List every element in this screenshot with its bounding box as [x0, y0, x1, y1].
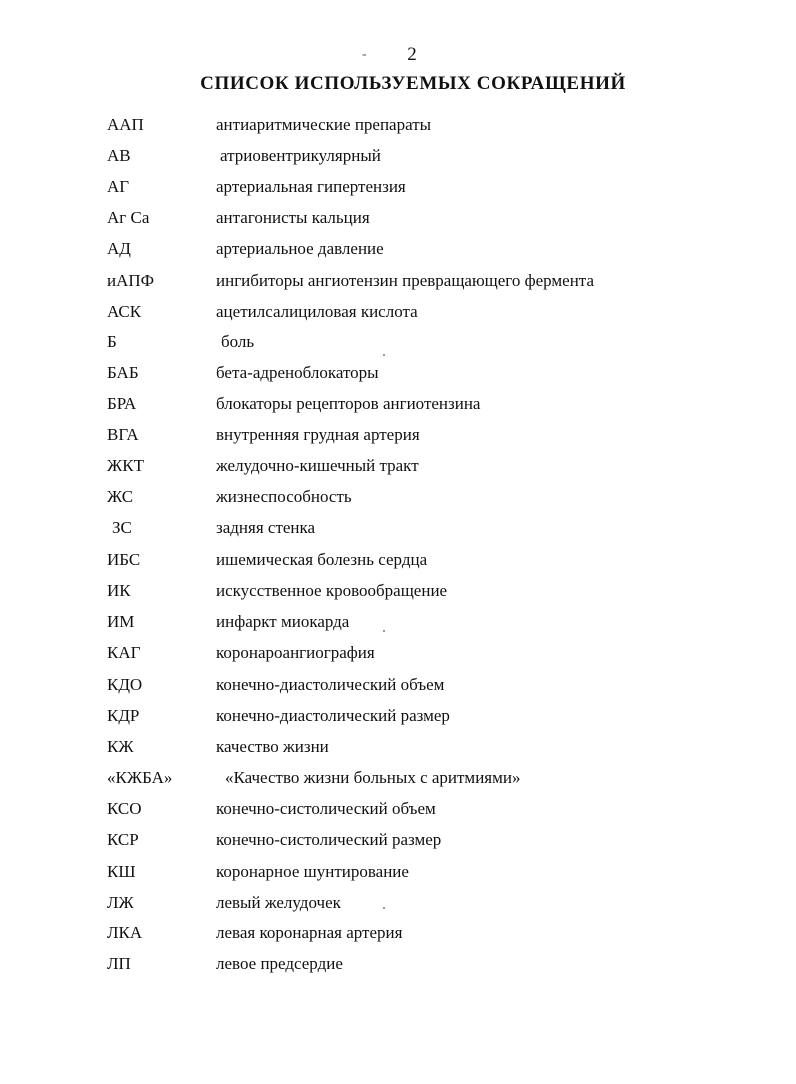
abbreviation-row [0, 768, 796, 798]
abbreviation-row [0, 923, 796, 953]
abbreviation-row [0, 394, 796, 424]
abbreviation-term: ИБС [107, 550, 141, 569]
abbreviation-row [0, 332, 796, 362]
abbreviation-definition: конечно-систолический размер [216, 830, 442, 849]
abbreviation-row [0, 643, 796, 673]
scan-dash-mark: - [362, 47, 367, 62]
abbreviation-definition: ацетилсалициловая кислота [216, 302, 418, 321]
abbreviation-term: ЛКА [107, 923, 143, 942]
abbreviation-term: Аг Са [107, 208, 150, 227]
abbreviation-row [0, 425, 796, 455]
abbreviation-definition: желудочно-кишечный тракт [216, 456, 419, 475]
abbreviation-definition: левый желудочек [216, 893, 341, 912]
abbreviation-definition: конечно-диастолический объем [216, 675, 445, 694]
abbreviation-definition: задняя стенка [216, 518, 316, 537]
abbreviation-row [0, 675, 796, 705]
abbreviation-definition: искусственное кровообращение [216, 581, 448, 600]
abbreviation-term: «КЖБА» [107, 768, 173, 787]
abbreviation-row [0, 456, 796, 486]
abbreviation-definition: внутренняя грудная артерия [216, 425, 420, 444]
scan-speck [383, 630, 385, 632]
abbreviation-row [0, 487, 796, 517]
abbreviation-term: ИК [107, 581, 131, 600]
abbreviation-term: ИМ [107, 612, 135, 631]
abbreviation-row [0, 954, 796, 984]
abbreviation-term: КСО [107, 799, 142, 818]
abbreviation-row [0, 115, 796, 145]
abbreviation-term: БРА [107, 394, 137, 413]
page-number: 2 [407, 44, 417, 65]
abbreviation-term: АВ [107, 146, 131, 165]
abbreviation-row [0, 208, 796, 238]
abbreviation-row [0, 581, 796, 611]
abbreviation-row [0, 518, 796, 548]
abbreviation-definition: бета-адреноблокаторы [216, 363, 379, 382]
abbreviation-row [0, 737, 796, 767]
abbreviation-definition: ишемическая болезнь сердца [216, 550, 428, 569]
abbreviation-term: ЛЖ [107, 893, 134, 912]
abbreviation-definition: коронарное шунтирование [216, 862, 409, 881]
abbreviation-definition: инфаркт миокарда [216, 612, 350, 631]
abbreviation-term: КАГ [107, 643, 141, 662]
abbreviation-term: ЖС [107, 487, 134, 506]
abbreviation-row [0, 799, 796, 829]
abbreviation-term: КДО [107, 675, 143, 694]
abbreviation-definition: «Качество жизни больных с аритмиями» [225, 768, 521, 787]
abbreviation-definition: левое предсердие [216, 954, 343, 973]
abbreviation-definition: конечно-систолический объем [216, 799, 436, 818]
abbreviation-row [0, 177, 796, 207]
abbreviation-term: КСР [107, 830, 139, 849]
abbreviation-row [0, 271, 796, 301]
abbreviation-term: иАПФ [107, 271, 155, 290]
abbreviation-term: АСК [107, 302, 142, 321]
abbreviation-definition: блокаторы рецепторов ангиотензина [216, 394, 481, 413]
abbreviation-row [0, 862, 796, 892]
abbreviation-definition: конечно-диастолический размер [216, 706, 450, 725]
scan-speck [383, 907, 385, 909]
scan-speck [383, 354, 385, 356]
abbreviation-definition: антиаритмические препараты [216, 115, 432, 134]
abbreviation-term: АД [107, 239, 131, 258]
abbreviation-row [0, 706, 796, 736]
abbreviation-term: ЛП [107, 954, 131, 973]
abbreviation-row [0, 612, 796, 642]
abbreviation-definition: ингибиторы ангиотензин превращающего фермента [216, 271, 594, 290]
abbreviation-definition: жизнеспособность [216, 487, 352, 506]
abbreviation-row [0, 363, 796, 393]
abbreviation-definition: качество жизни [216, 737, 329, 756]
abbreviation-term: Б [107, 332, 117, 351]
abbreviation-row [0, 302, 796, 332]
page-title: СПИСОК ИСПОЛЬЗУЕМЫХ СОКРАЩЕНИЙ [200, 73, 626, 94]
abbreviation-term: БАБ [107, 363, 139, 382]
abbreviation-row [0, 239, 796, 269]
abbreviation-definition: артериальная гипертензия [216, 177, 406, 196]
abbreviation-row [0, 550, 796, 580]
abbreviation-definition: атриовентрикулярный [220, 146, 381, 165]
abbreviation-definition: артериальное давление [216, 239, 384, 258]
abbreviation-term: ВГА [107, 425, 139, 444]
abbreviation-definition: левая коронарная артерия [216, 923, 403, 942]
abbreviation-term: КШ [107, 862, 136, 881]
abbreviation-definition: боль [221, 332, 255, 351]
abbreviation-definition: коронароангиография [216, 643, 375, 662]
abbreviation-term: КЖ [107, 737, 134, 756]
abbreviation-row [0, 830, 796, 860]
abbreviation-term: ААП [107, 115, 144, 134]
abbreviation-term: ЖКТ [107, 456, 144, 475]
abbreviation-term: КДР [107, 706, 140, 725]
abbreviation-row [0, 146, 796, 176]
abbreviation-definition: антагонисты кальция [216, 208, 370, 227]
abbreviation-term: ЗС [112, 518, 132, 537]
abbreviation-term: АГ [107, 177, 130, 196]
abbreviation-row [0, 893, 796, 923]
